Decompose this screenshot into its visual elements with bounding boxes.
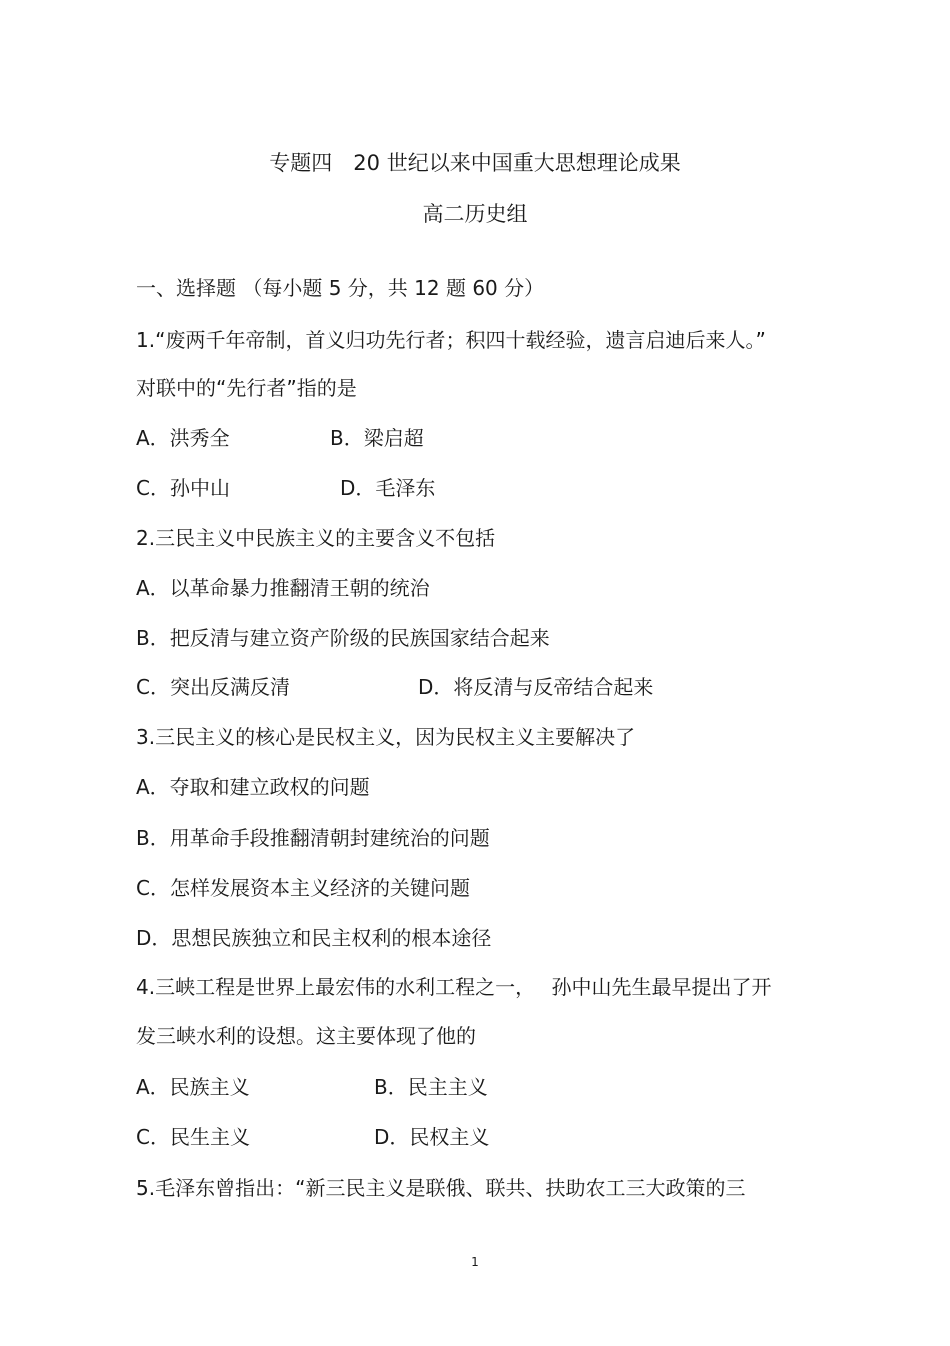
question-3-option-b: B．用革命手段推翻清朝封建统治的问题 [136, 826, 490, 850]
question-2-option-c: C．突出反满反清 [136, 675, 290, 699]
question-1-option-a: A．洪秀全 [136, 426, 230, 450]
question-1-option-d: D．毛泽东 [340, 476, 436, 500]
question-2-line-1: 2.三民主义中民族主义的主要含义不包括 [136, 526, 496, 550]
section-heading: 一、选择题 （每小题 5 分，共 12 题 60 分） [136, 276, 545, 300]
document-title: 专题四 20 世纪以来中国重大思想理论成果 [269, 151, 681, 175]
question-4-option-c: C．民生主义 [136, 1125, 250, 1149]
question-3-option-a: A．夺取和建立政权的问题 [136, 775, 370, 799]
question-1-line-2: 对联中的“先行者”指的是 [136, 376, 357, 400]
question-3-line-1: 3.三民主义的核心是民权主义，因为民权主义主要解决了 [136, 725, 636, 749]
question-5-line-1: 5.毛泽东曾指出：“新三民主义是联俄、联共、扶助农工三大政策的三 [136, 1176, 746, 1200]
page-number: 1 [471, 1255, 479, 1269]
question-1-option-c: C．孙中山 [136, 476, 230, 500]
question-4-option-d: D．民权主义 [374, 1125, 490, 1149]
question-2-option-a: A．以革命暴力推翻清王朝的统治 [136, 576, 430, 600]
question-4-option-b: B．民主主义 [374, 1075, 488, 1099]
question-4-option-a: A．民族主义 [136, 1075, 250, 1099]
question-3-option-c: C．怎样发展资本主义经济的关键问题 [136, 876, 470, 900]
question-2-option-d: D．将反清与反帝结合起来 [418, 675, 654, 699]
question-2-option-b: B．把反清与建立资产阶级的民族国家结合起来 [136, 626, 550, 650]
question-1-line-1: 1.“废两千年帝制，首义归功先行者；积四十载经验，遗言启迪后来人。” [136, 328, 766, 352]
document-subtitle: 高二历史组 [422, 202, 528, 226]
question-1-option-b: B．梁启超 [330, 426, 424, 450]
question-4-line-2: 发三峡水利的设想。这主要体现了他的 [136, 1024, 476, 1048]
question-4-line-1: 4.三峡工程是世界上最宏伟的水利工程之一， 孙中山先生最早提出了开 [136, 975, 772, 999]
question-3-option-d: D．思想民族独立和民主权利的根本途径 [136, 926, 492, 950]
